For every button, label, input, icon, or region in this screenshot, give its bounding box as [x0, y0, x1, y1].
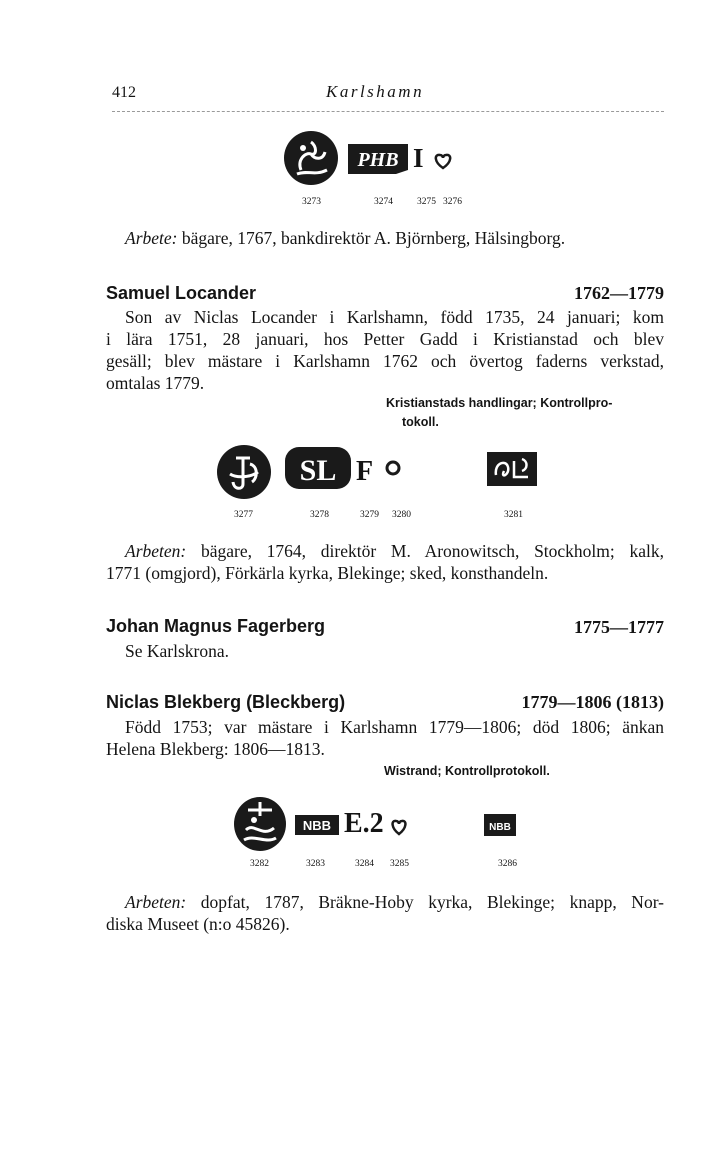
source-line: Wistrand; Kontrollprotokoll. — [384, 764, 550, 778]
mark-number: 3282 — [250, 859, 269, 869]
date-letter-3275: I — [413, 143, 424, 173]
maker-initials-3283: NBB — [302, 818, 332, 833]
date-letter-3284: E.2 — [344, 808, 384, 839]
control-mark-3285 — [389, 818, 409, 836]
bio-line: Helena Blekberg: 1806—1813. — [106, 739, 325, 759]
maker-initials-3286: NBB — [489, 822, 511, 833]
mark-number: 3284 — [355, 859, 374, 869]
header-rule — [112, 111, 664, 112]
town-mark-3282 — [232, 794, 288, 852]
source-line: Kristianstads handlingar; Kontrollpro- — [386, 396, 613, 410]
work-line — [125, 541, 664, 562]
work-text: bägare, 1764, direktör M. Aronowitsch, Stockholm; kalk, — [186, 541, 664, 561]
entry-name: Samuel Locander — [106, 283, 257, 303]
mark-number: 3278 — [310, 510, 329, 520]
work-line — [125, 892, 664, 913]
mark-number: 3281 — [504, 510, 523, 520]
town-mark-3277 — [216, 444, 272, 500]
source-line: tokoll. — [402, 415, 439, 429]
work-line: 1771 (omgjord), Förkärla kyrka, Blekinge; sked, konsthandeln. — [106, 563, 549, 583]
work-label: Arbete: — [125, 228, 178, 248]
entry-text: Se Karlskrona. — [125, 641, 230, 661]
work-label: Arbeten: — [125, 892, 187, 912]
entry-years: 1779—1806 (1813) — [521, 692, 664, 712]
entry-name: Johan Magnus Fagerberg — [106, 616, 326, 636]
work-text: bägare, 1767, bankdirektör A. Björnberg, Hälsingborg. — [177, 228, 566, 248]
control-mark-3280 — [385, 460, 401, 476]
maker-mark-3283 — [294, 814, 340, 836]
bio-line: Son av Niclas Locander i Karlshamn, född 1735, 24 januari; kom — [125, 307, 664, 327]
entry-years: 1775—1777 — [574, 617, 664, 637]
mark-number: 3277 — [234, 510, 253, 520]
work-text: dopfat, 1787, Bräkne-Hoby kyrka, Blekinge; knapp, Nor- — [186, 892, 664, 912]
page-number: 412 — [112, 84, 136, 101]
mark-number: 3274 — [374, 197, 393, 207]
maker-mark-3278 — [284, 446, 352, 490]
date-letter-3279: F — [356, 456, 374, 487]
town-mark-3273 — [283, 130, 339, 186]
maker-initials-3274: PHB — [357, 149, 399, 171]
bio-line: Född 1753; var mästare i Karlshamn 1779—1806; död 1806; änkan — [125, 717, 664, 737]
bio-line: gesäll; blev mästare i Karlshamn 1762 och övertog faderns verkstad, — [106, 351, 664, 371]
bio-line: i lära 1751, 28 januari, hos Petter Gadd i Kristianstad och blev — [106, 329, 664, 349]
maker-mark-3286 — [483, 813, 517, 837]
mark-number: 3283 — [306, 859, 325, 869]
mark-number: 3285 — [390, 859, 409, 869]
mark-number: 3276 — [443, 197, 462, 207]
mark-number: 3273 — [302, 197, 321, 207]
work-label: Arbeten: — [125, 541, 187, 561]
running-title: Karlshamn — [326, 82, 425, 101]
mark-number: 3280 — [392, 510, 411, 520]
entry-years: 1762—1779 — [574, 283, 664, 303]
maker-mark-3274 — [346, 140, 410, 176]
entry-name: Niclas Blekberg (Bleckberg) — [106, 692, 346, 712]
maker-mark-3281 — [486, 451, 538, 487]
mark-number: 3286 — [498, 859, 517, 869]
mark-number: 3279 — [360, 510, 379, 520]
top-work-line — [125, 228, 565, 249]
mark-number: 3275 — [417, 197, 436, 207]
maker-initials-3278: SL — [299, 454, 337, 487]
bio-line: omtalas 1779. — [106, 373, 205, 393]
work-line: diska Museet (n:o 45826). — [106, 914, 290, 934]
control-mark-3276 — [432, 152, 454, 170]
